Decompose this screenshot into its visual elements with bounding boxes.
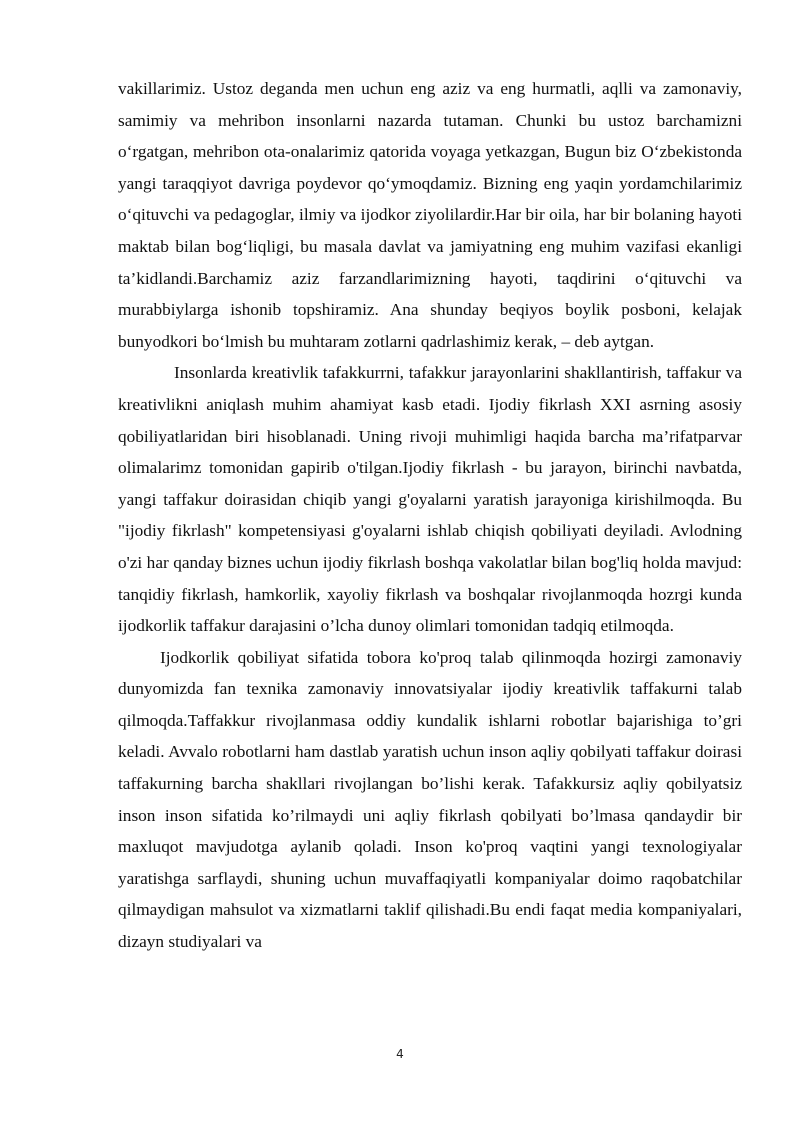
page-number: 4 [396,1047,404,1061]
paragraph-creativity-ability: Ijodkorlik qobiliyat sifatida tobora ko'proq talab qilinmoqda hozirgi zamonaviy dunyomizda fan texnika zamonaviy innovatsiyalar ijodiy kreativlik taffakurni talab qilmoqda.Taffakkur rivojlanmasa oddiy kundalik ishlarni robotlar bajarishiga to’gri keladi. Avvalo robotlarni ham dastlab yaratish uchun inson aqliy qobilyati taffakur doirasi taffakurning barcha shakllari rivojlangan bo’lishi kerak. Tafakkursiz aqliy qobilyatsiz inson inson sifatida ko’rilmaydi uni aqliy fikrlash qobilyati bo’lmasa qandaydir bir maxluqot mavjudotga aylanib qoladi. Inson ko'proq vaqtini yangi texnologiyalar yaratishga sarflaydi, shuning uchun muvaffaqiyatli kompaniyalar doimo raqobatchilar qilmaydigan mahsulot va xizmatlarni taklif qilishadi.Bu endi faqat media kompaniyalari, dizayn studiyalari va [118,647,742,952]
paragraph-creative-thinking: Insonlarda kreativlik tafakkurrni, tafakkur jarayonlarini shakllantirish, taffakur va kreativlikni aniqlash muhim ahamiyat kasb etadi. Ijodiy fikrlash XXI asrning asosiy qobiliyatlaridan biri hisoblanadi. Uning rivoji muhimligi haqida barcha ma’rifatparvar olimalarimz tomonidan gapirib o'tilgan.Ijodiy fikrlash - bu jarayon, birinchi navbatda, yangi taffakur doirasidan chiqib yangi g'oyalarni yaratish jarayoniga kirishilmoqda. Bu "ijodiy fikrlash" kompetensiyasi g'oyalarni ishlab chiqish qobiliyati deyiladi. Avlodning o'zi har qanday biznes uchun ijodiy fikrlash boshqa vakolatlar bilan bog'liq holda mavjud: tanqidiy fikrlash, hamkorlik, xayoliy fikrlash va boshqalar rivojlanmoqda hozrgi kunda ijodkorlik taffakur darajasini o’lcha dunoy olimlari tomonidan tadqiq etilmoqda. [118,363,742,636]
document-page [118,73,742,958]
paragraph-ustoz-quote: vakillarimiz. Ustoz deganda men uchun eng aziz va eng hurmatli, aqlli va zamonaviy, samimiy va mehribon insonlarni nazarda tutaman. Chunki bu ustoz barchamizni o‘rgatgan, mehribon ota-onalarimiz qatorida voyaga yetkazgan, Bugun biz O‘zbekistonda yangi taraqqiyot davriga poydevor qo‘ymoqdamiz. Bizning eng yaqin yordamchilarimiz o‘qituvchi va pedagoglar, ilmiy va ijodkor ziyolilardir.Har bir oila, har bir bolaning hayoti maktab bilan bog‘liqligi, bu masala davlat va jamiyatning eng muhim vazifasi ekanligi ta’kidlandi.Barchamiz aziz farzandlarimizning hayoti, taqdirini o‘qituvchi va murabbiylarga ishonib topshiramiz. Ana shunday beqiyos boylik posboni, kelajak bunyodkori bo‘lmish bu muhtaram zotlarni qadrlashimiz kerak, – deb aytgan. [118,79,742,351]
